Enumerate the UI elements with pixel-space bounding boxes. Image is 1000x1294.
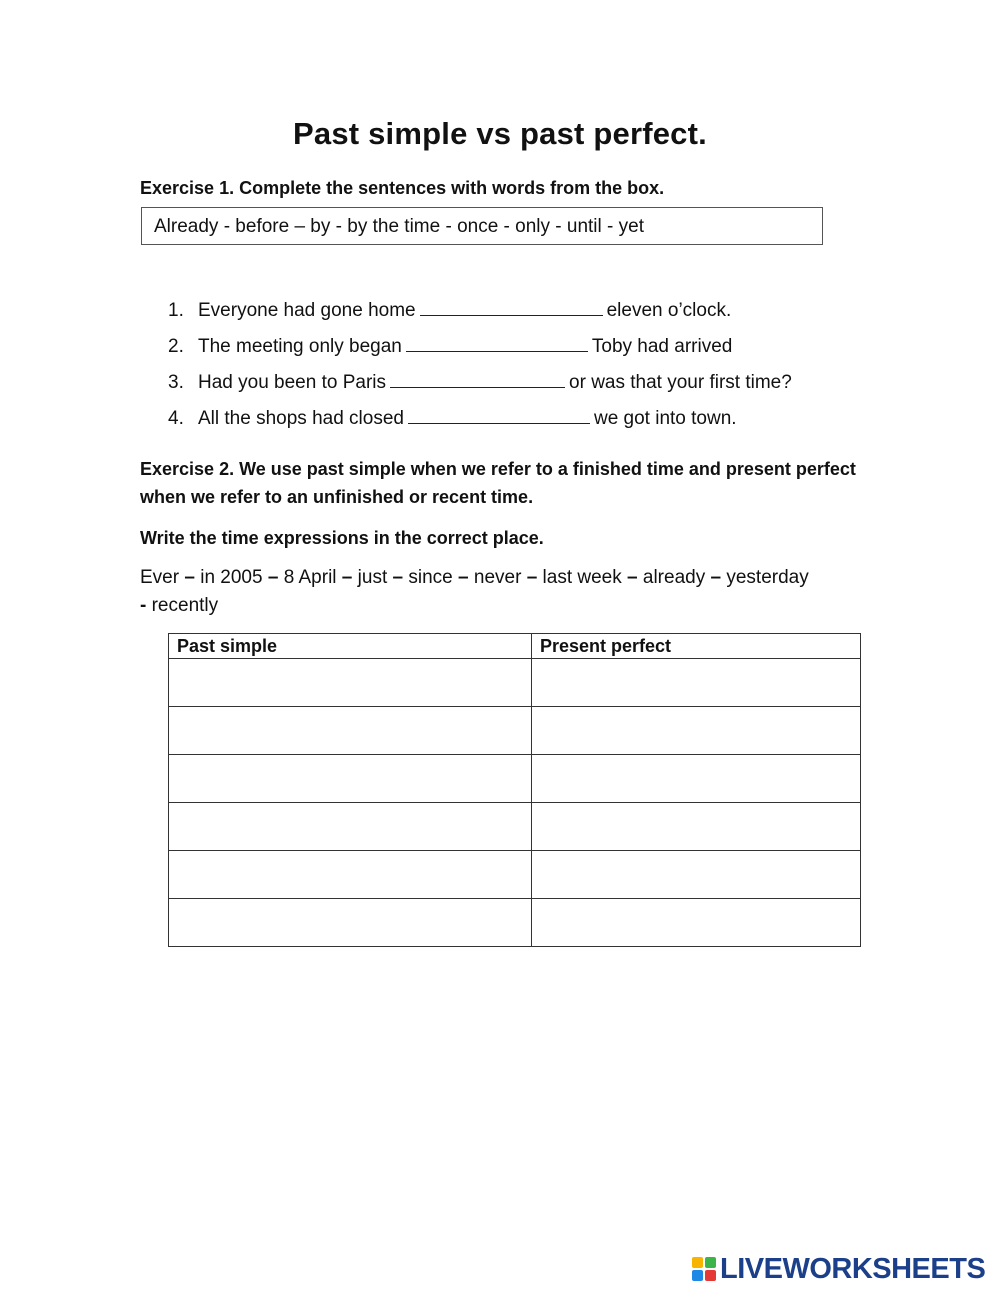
present-perfect-cell[interactable] — [532, 707, 861, 755]
sentence-1 — [168, 296, 792, 332]
table-row — [169, 803, 861, 851]
expression: yesterday — [726, 567, 809, 588]
present-perfect-cell[interactable] — [532, 755, 861, 803]
past-simple-cell[interactable] — [169, 659, 532, 707]
header-past-simple: Past simple — [169, 634, 532, 659]
present-perfect-cell[interactable] — [532, 803, 861, 851]
answer-blank-3[interactable] — [390, 369, 565, 388]
past-simple-cell[interactable] — [169, 707, 532, 755]
sentence-text-before: Had you been to Paris — [198, 372, 387, 393]
liveworksheets-logo — [692, 1254, 985, 1284]
present-perfect-cell[interactable] — [532, 659, 861, 707]
table-row — [169, 899, 861, 947]
time-expressions: Ever – in 2005 – 8 April – just – since – never – last week – already – yesterday - recently — [140, 567, 809, 616]
table-row — [169, 755, 861, 803]
sentence-text-before: The meeting only began — [198, 336, 402, 357]
present-perfect-cell[interactable] — [532, 899, 861, 947]
sentence-number: 4. — [168, 408, 184, 429]
expression: Ever — [140, 567, 180, 588]
sentence-4 — [168, 404, 792, 440]
sentence-number: 1. — [168, 300, 184, 321]
sentence-text-before: Everyone had gone home — [198, 300, 416, 321]
word-box: Already - before – by - by the time - once - only - until - yet — [141, 207, 823, 245]
expression: just — [357, 567, 388, 588]
sentence-number: 2. — [168, 336, 184, 357]
expression: last week — [542, 567, 622, 588]
past-simple-cell[interactable] — [169, 851, 532, 899]
header-present-perfect: Present perfect — [532, 634, 861, 659]
expression: recently — [151, 595, 219, 616]
logo-square — [705, 1270, 716, 1281]
sentence-text-after: Toby had arrived — [591, 336, 733, 357]
exercise-1-heading: Exercise 1. Complete the sentences with words from the box. — [140, 178, 665, 198]
exercise-2-instruction: Write the time expressions in the correct place. — [140, 528, 544, 548]
past-simple-cell[interactable] — [169, 803, 532, 851]
past-simple-cell[interactable] — [169, 899, 532, 947]
page-title: Past simple vs past perfect. — [293, 116, 707, 151]
sorting-table — [168, 633, 861, 947]
logo-mark-icon — [692, 1257, 716, 1281]
expression: already — [642, 567, 706, 588]
sentence-text-after: we got into town. — [593, 408, 737, 429]
expression: in 2005 — [200, 567, 263, 588]
sentence-number: 3. — [168, 372, 184, 393]
logo-square — [692, 1270, 703, 1281]
answer-blank-2[interactable] — [406, 333, 588, 352]
sentence-3 — [168, 368, 792, 404]
logo-text: LIVEWORKSHEETS — [720, 1252, 986, 1285]
expression: 8 April — [283, 567, 337, 588]
expression: never — [473, 567, 522, 588]
sentence-list — [168, 296, 792, 440]
table-row — [169, 707, 861, 755]
logo-square — [705, 1257, 716, 1268]
answer-blank-1[interactable] — [420, 297, 603, 316]
sentence-text-before: All the shops had closed — [198, 408, 404, 429]
table-row — [169, 851, 861, 899]
expression: since — [408, 567, 453, 588]
exercise-2-heading: Exercise 2. We use past simple when we refer to a finished time and present perfect when we refer to an unfinished or recent time. — [140, 459, 856, 507]
answer-blank-4[interactable] — [408, 405, 590, 424]
logo-square — [692, 1257, 703, 1268]
sentence-2 — [168, 332, 792, 368]
present-perfect-cell[interactable] — [532, 851, 861, 899]
sentence-text-after: eleven o’clock. — [606, 300, 732, 321]
past-simple-cell[interactable] — [169, 755, 532, 803]
sentence-text-after: or was that your first time? — [569, 372, 792, 393]
table-row — [169, 659, 861, 707]
